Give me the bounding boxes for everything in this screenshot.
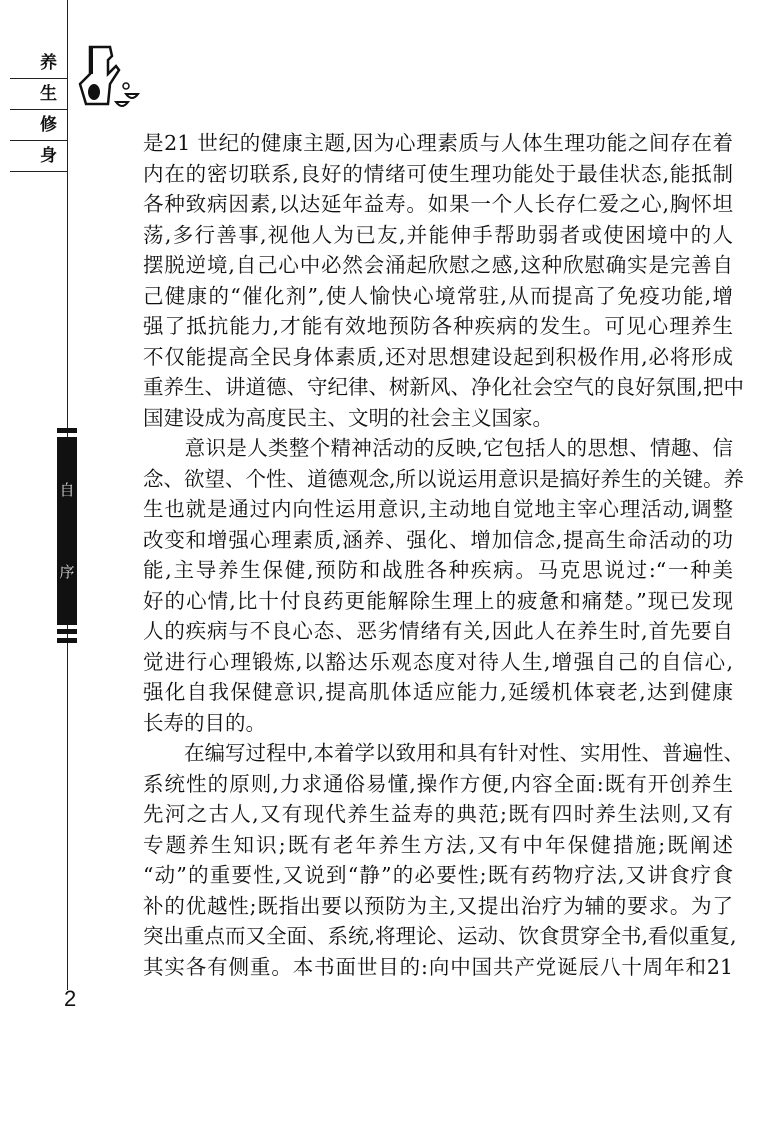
text-line: 先河之古人,又有现代养生益寿的典范;既有四时养生法则,又有 (143, 802, 733, 826)
text-line: 各种致病因素,以达延年益寿。如果一个人长存仁爱之心,胸怀坦 (143, 192, 733, 216)
text-line: 强化自我保健意识,提高肌体适应能力,延缓机体衰老,达到健康 (143, 680, 733, 704)
text-line: 内在的密切联系,良好的情绪可使生理功能处于最佳状态,能抵制 (143, 161, 733, 186)
text-line: 意识是人类整个精神活动的反映,它包括人的思想、情趣、信 (143, 436, 733, 460)
running-title-char: 生 (10, 79, 67, 110)
text-line: 摆脱逆境,自己心中必然会涌起欣慰之感,这种欣慰确实是完善自 (143, 253, 733, 277)
text-line: 己健康的“催化剂”,使人愉快心境常驻,从而提高了免疫功能,增 (143, 283, 733, 308)
page-number: 2 (64, 986, 77, 1011)
text-line: 其实各有侧重。本书面世目的:向中国共产党诞辰八十周年和21 (143, 954, 733, 979)
running-title-char: 养 (10, 48, 67, 79)
text-line: 不仅能提高全民身体素质,还对思想建设起到积极作用,必将形成 (143, 344, 733, 369)
running-title-char: 身 (10, 141, 67, 172)
section-tab-char: 自 (59, 481, 75, 499)
text-line: 觉进行心理锻炼,以豁达乐观态度对待人生,增强自己的自信心, (143, 649, 733, 674)
text-line: 系统性的原则,力求通俗易懂,操作方便,内容全面:既有开创养生 (143, 771, 733, 796)
body-text (143, 128, 745, 982)
text-line: 补的优越性;既指出要以预防为主,又提出治疗为辅的要求。为了 (143, 893, 733, 918)
text-line: 是21 世纪的健康主题,因为心理素质与人体生理功能之间存在着 (143, 131, 733, 155)
running-title-char: 修 (10, 110, 67, 141)
text-line: 生也就是通过内向性运用意识,主动地自觉地主宰心理活动,调整 (143, 497, 733, 521)
text-line: 好的心情,比十付良药更能解除生理上的疲惫和痛楚。”现已发现 (143, 588, 733, 613)
text-line: 突出重点而又全面、系统,将理论、运动、饮食贯穿全书,看似重复, (143, 924, 737, 948)
text-line: 人的疾病与不良心态、恶劣情绪有关,因此人在养生时,首先要自 (143, 619, 733, 643)
text-line: 能,主导养生保健,预防和战胜各种疾病。马克思说过:“一种美 (143, 558, 733, 582)
teapot-icon (72, 44, 152, 124)
text-line: 念、欲望、个性、道德观念,所以说运用意识是搞好养生的关键。养 (143, 466, 745, 491)
section-tab (57, 428, 77, 647)
text-line: “动”的重要性,又说到“静”的必要性;既有药物疗法,又讲食疗食 (143, 863, 733, 887)
text-line: 荡,多行善事,视他人为已友,并能伸手帮助弱者或使困境中的人 (143, 222, 733, 247)
running-title (10, 48, 67, 172)
text-line: 专题养生知识;既有老年养生方法,又有中年保健措施;既阐述 (143, 832, 733, 857)
text-line: 重养生、讲道德、守纪律、树新风、净化社会空气的良好氛围,把中 (143, 375, 745, 399)
text-line: 国建设成为高度民主、文明的社会主义国家。 (143, 405, 553, 430)
text-line: 强了抵抗能力,才能有效地预防各种疾病的发生。可见心理养生 (143, 314, 733, 338)
text-line: 改变和增强心理素质,涵养、强化、增加信念,提高生命活动的功 (143, 527, 733, 552)
section-tab-char: 序 (59, 563, 75, 581)
text-line: 在编写过程中,本着学以致用和具有针对性、实用性、普遍性、 (143, 741, 745, 765)
text-line: 长寿的目的。 (143, 710, 266, 735)
